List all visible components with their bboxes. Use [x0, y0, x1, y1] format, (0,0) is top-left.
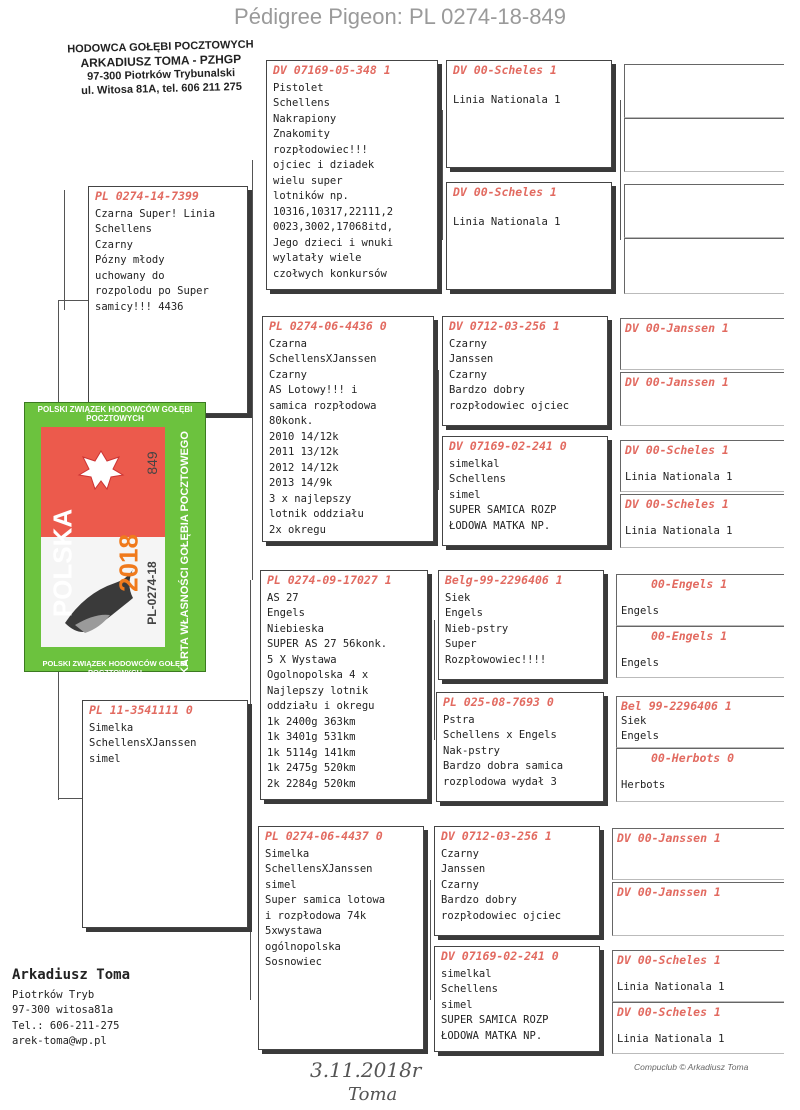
card-side-label — [165, 433, 205, 673]
ring-number: Bel 99-2296406 1 — [621, 699, 732, 713]
info-line: rozplodowa wydał 3 — [443, 775, 557, 788]
info-line: Czarny — [441, 847, 479, 860]
info-line: Super samica lotowa — [265, 894, 386, 906]
pedigree-box-gen4 — [616, 574, 784, 626]
info-line: rozpolodu po Super — [95, 285, 209, 297]
info-line: Schellens — [441, 983, 498, 995]
ring-number: DV 07169-02-241 0 — [449, 439, 567, 453]
info-line: Czarny — [449, 368, 487, 381]
info-line: Rozpłowowiec!!!! — [445, 653, 547, 666]
ring-number: 00-Engels 1 — [651, 629, 728, 643]
info-line: 1k 3401g 531km — [267, 731, 356, 743]
info-line: Engels — [267, 607, 305, 619]
info-line: Czarna — [269, 337, 307, 350]
info-line: wylatały wiele — [273, 252, 362, 264]
info-line: Super — [445, 638, 477, 650]
info-line: lotników np. — [273, 190, 349, 202]
pedigree-box-gen2 — [262, 316, 434, 542]
pedigree-box-gen4 — [616, 626, 784, 678]
info-line: czołwych konkursów — [273, 267, 387, 280]
info-line: Pstra — [443, 713, 475, 726]
info-line: Janssen — [441, 863, 486, 875]
info-line: 2k 2284g 520km — [267, 777, 356, 790]
info-line: 5xwystawa — [265, 925, 322, 937]
info-line: 5 X Wystawa — [267, 653, 337, 666]
info-line: Bardzo dobry — [441, 894, 517, 906]
ring-number: 00-Herbots 0 — [651, 751, 735, 765]
pedigree-box-gen3 — [434, 946, 600, 1052]
info-line: SUPER SAMICA ROZP — [449, 504, 557, 516]
pedigree-box-gen3 — [442, 316, 608, 426]
info-line: Jego dzieci i wnuki — [273, 236, 394, 249]
owner-line: Piotrków Tryb — [12, 988, 95, 1001]
info-line: simel — [449, 488, 481, 501]
connector — [64, 190, 65, 310]
ring-number: DV 00-Scheles 1 — [625, 497, 729, 511]
card-side-text: KARTA WŁASNOŚCI GOŁĘBIA POCZTOWEGO — [179, 431, 191, 675]
pedigree-box-gen4 — [624, 238, 784, 294]
card-country-label — [43, 503, 83, 623]
connector — [438, 370, 439, 490]
info-line: Bardzo dobra samica — [443, 760, 564, 772]
info-line: Nak-pstry — [443, 744, 500, 757]
stamp-line: 97-300 Piotrków Trybunalski — [87, 67, 236, 83]
info-line: 2013 14/9k — [269, 477, 333, 489]
info-line: ŁODOWA MATKA NP. — [441, 1029, 543, 1042]
info-line: 2011 13/12k — [269, 446, 339, 458]
info-line: lotnik oddziału — [269, 508, 364, 520]
info-line: rozpłodowiec ojciec — [449, 399, 570, 412]
connector — [442, 110, 443, 240]
breeder-stamp — [55, 37, 266, 98]
connector — [252, 160, 253, 580]
info-line: 1k 5114g 141km — [267, 746, 356, 759]
info-line: simelkal — [449, 457, 500, 470]
info-line: wielu super — [273, 174, 343, 187]
ring-number: PL 0274-06-4437 0 — [265, 829, 383, 843]
info-line: Pózny młody — [95, 254, 165, 266]
pedigree-box-gen4 — [620, 494, 784, 548]
page-title: Pédigree Pigeon: PL 0274-18-849 — [234, 4, 566, 29]
info-line: Simelka — [89, 721, 134, 734]
ring-number: DV 00-Scheles 1 — [453, 185, 557, 199]
info-line: Engels — [445, 607, 483, 619]
ring-number: PL 0274-06-4436 0 — [269, 319, 387, 333]
owner-info — [12, 968, 130, 1050]
pedigree-box-gen2 — [260, 570, 428, 800]
ring-number: PL 025-08-7693 0 — [443, 695, 554, 709]
info-line: Schellens — [449, 473, 506, 485]
info-line: Ogolnopolska 4 x — [267, 669, 369, 681]
info-line: Engels — [621, 730, 659, 742]
info-line: rozpłodowiec ojciec — [441, 909, 562, 922]
info-line: AS Lotowy!!! i — [269, 384, 358, 396]
pedigree-box-gen2 — [258, 826, 424, 1050]
info-line: 10316,10317,22111,2 — [273, 205, 394, 218]
ring-number: DV 00-Janssen 1 — [625, 321, 729, 335]
pedigree-box-gen3 — [446, 182, 612, 290]
pedigree-box-gen4 — [624, 118, 784, 172]
ring-number: PL 0274-14-7399 — [95, 189, 199, 203]
connector — [58, 798, 84, 799]
info-line: Znakomity — [273, 128, 330, 140]
info-line: Czarny — [269, 368, 307, 381]
handwritten-signature: Toma — [348, 1084, 398, 1105]
card-number-label — [137, 433, 167, 493]
info-line: Herbots — [621, 779, 666, 791]
info-line: simel — [265, 878, 297, 891]
ring-number: DV 00-Scheles 1 — [617, 1005, 721, 1019]
info-line: Schellens — [273, 97, 330, 109]
info-line: 1k 2400g 363km — [267, 715, 356, 728]
ring-number: DV 00-Janssen 1 — [625, 375, 729, 389]
card-bottom-text: POLSKI ZWIĄZEK HODOWCÓW GOŁĘBI POCZTOWYCH — [42, 659, 188, 677]
info-line: AS 27 — [267, 591, 299, 604]
card-ring-text: PL-0274-18 — [145, 561, 159, 625]
owner-line: 97-300 witosa81a — [12, 1004, 114, 1016]
info-line: SchellensXJanssen — [269, 353, 377, 365]
info-line: Sosnowiec — [265, 956, 322, 968]
info-line: Najlepszy lotnik — [267, 684, 369, 697]
card-number-text: 849 — [144, 451, 160, 475]
footer-credit: Compuclub © Arkadiusz Toma — [634, 1062, 749, 1072]
info-line: Linia Nationala 1 — [617, 1033, 725, 1045]
pedigree-box-gen4 — [624, 184, 784, 238]
connector — [250, 580, 251, 1000]
info-line: 2x okregu — [269, 523, 326, 536]
ring-number: DV 00-Scheles 1 — [617, 953, 721, 967]
info-line: Simelka — [265, 847, 310, 860]
ownership-card — [24, 402, 206, 677]
stamp-line: HODOWCA GOŁĘBI POCZTOWYCH — [67, 38, 254, 56]
ring-number: DV 00-Scheles 1 — [453, 63, 557, 77]
ring-number: 00-Engels 1 — [651, 577, 728, 591]
info-line: Nakrapiony — [273, 112, 337, 125]
stamp-line: ARKADIUSZ TOMA - PZHGP — [80, 51, 242, 71]
pedigree-box-mother — [82, 700, 248, 928]
pedigree-box-gen3 — [436, 692, 604, 802]
stamp-line: ul. Witosa 81A, tel. 606 211 275 — [81, 80, 243, 98]
ring-number: DV 0712-03-256 1 — [449, 319, 560, 333]
pedigree-box-gen4 — [624, 64, 784, 118]
info-line: Janssen — [449, 353, 494, 365]
info-line: SchellensXJanssen — [89, 737, 197, 749]
pedigree-box-gen2 — [266, 60, 438, 290]
info-line: simelkal — [441, 967, 492, 980]
ring-number: Belg-99-2296406 1 — [445, 573, 563, 587]
info-line: oddziału i okregu — [267, 700, 375, 712]
pedigree-box-gen4 — [620, 440, 784, 492]
ring-number: DV 0712-03-256 1 — [441, 829, 552, 843]
info-line: Siek — [445, 591, 471, 604]
pedigree-box-gen3 — [446, 60, 612, 168]
info-line: samica rozpłodowa — [269, 399, 377, 412]
pedigree-box-gen4 — [620, 318, 784, 370]
info-line: ojciec i dziadek — [273, 159, 375, 171]
pedigree-box-gen4 — [612, 828, 784, 880]
ring-number: DV 00-Janssen 1 — [617, 831, 721, 845]
info-line: Linia Nationala 1 — [617, 981, 725, 993]
connector — [58, 300, 88, 301]
owner-line: Tel.: 606-211-275 — [12, 1019, 120, 1032]
ring-number: DV 07169-02-241 0 — [441, 949, 559, 963]
pedigree-box-gen4 — [620, 372, 784, 426]
info-line: Engels — [621, 657, 659, 669]
info-line: Czarny — [441, 878, 479, 891]
info-line: Schellens — [95, 223, 152, 235]
pedigree-box-gen4 — [612, 950, 784, 1002]
info-line: 2012 14/12k — [269, 461, 339, 474]
info-line: Czarny — [95, 238, 133, 251]
info-line: ogólnopolska — [265, 940, 341, 953]
info-line: Engels — [621, 605, 659, 617]
ring-number: PL 0274-09-17027 1 — [267, 573, 392, 587]
pedigree-box-gen3 — [434, 826, 600, 936]
pedigree-box-father — [88, 186, 248, 414]
info-line: Siek — [621, 715, 647, 727]
handwritten-date: 3.11.2018r — [310, 1058, 422, 1082]
info-line: Bardzo dobry — [449, 384, 525, 396]
info-line: i rozpłodowa 74k — [265, 909, 367, 922]
info-line: 3 x najlepszy — [269, 492, 352, 505]
ring-number: DV 00-Scheles 1 — [625, 443, 729, 457]
info-line: samicy!!! 4436 — [95, 300, 184, 313]
info-line: 0023,3002,17068itd, — [273, 221, 394, 233]
info-line: Pistolet — [273, 81, 324, 94]
info-line: simel — [89, 752, 121, 765]
info-line: Linia Nationala 1 — [453, 215, 561, 228]
connector — [620, 100, 621, 240]
info-line: Schellens x Engels — [443, 729, 557, 741]
card-ring-label — [137, 543, 167, 643]
info-line: 80konk. — [269, 415, 314, 427]
info-line: SUPER AS 27 56konk. — [267, 638, 388, 650]
connector — [434, 620, 435, 740]
info-line: SchellensXJanssen — [265, 863, 373, 875]
pedigree-box-gen4 — [616, 748, 784, 802]
connector — [430, 880, 431, 1000]
ring-number: PL 11-3541111 0 — [89, 703, 193, 717]
info-line: Niebieska — [267, 622, 324, 635]
info-line: Czarna Super! Linia — [95, 207, 216, 220]
info-line: 1k 2475g 520km — [267, 762, 356, 774]
ring-number: DV 07169-05-348 1 — [273, 63, 391, 77]
pedigree-box-gen4 — [612, 882, 784, 936]
info-line: Czarny — [449, 337, 487, 350]
ring-number: DV 00-Janssen 1 — [617, 885, 721, 899]
info-line: Linia Nationala 1 — [453, 93, 561, 106]
owner-line: arek-toma@wp.pl — [12, 1035, 107, 1047]
card-country-text: POLSKA — [47, 508, 78, 618]
pedigree-box-gen4 — [616, 696, 784, 748]
info-line: simel — [441, 998, 473, 1011]
info-line: Linia Nationala 1 — [625, 525, 733, 537]
pedigree-box-gen3 — [442, 436, 608, 546]
info-line: ŁODOWA MATKA NP. — [449, 519, 551, 532]
card-year-text: 2018 — [113, 534, 144, 592]
pedigree-box-gen3 — [438, 570, 604, 680]
info-line: Nieb-pstry — [445, 622, 509, 635]
info-line: uchowany do — [95, 269, 165, 282]
owner-name: Arkadiusz Toma — [12, 967, 131, 983]
pedigree-box-gen4 — [612, 1002, 784, 1054]
info-line: SUPER SAMICA ROZP — [441, 1014, 549, 1026]
info-line: rozpłodowiec!!! — [273, 143, 368, 156]
card-top-text: POLSKI ZWIĄZEK HODOWCÓW GOŁĘBI POCZTOWYCH — [37, 405, 193, 423]
info-line: Linia Nationala 1 — [625, 471, 733, 483]
info-line: 2010 14/12k — [269, 430, 339, 443]
eagle-emblem-icon — [71, 443, 131, 503]
